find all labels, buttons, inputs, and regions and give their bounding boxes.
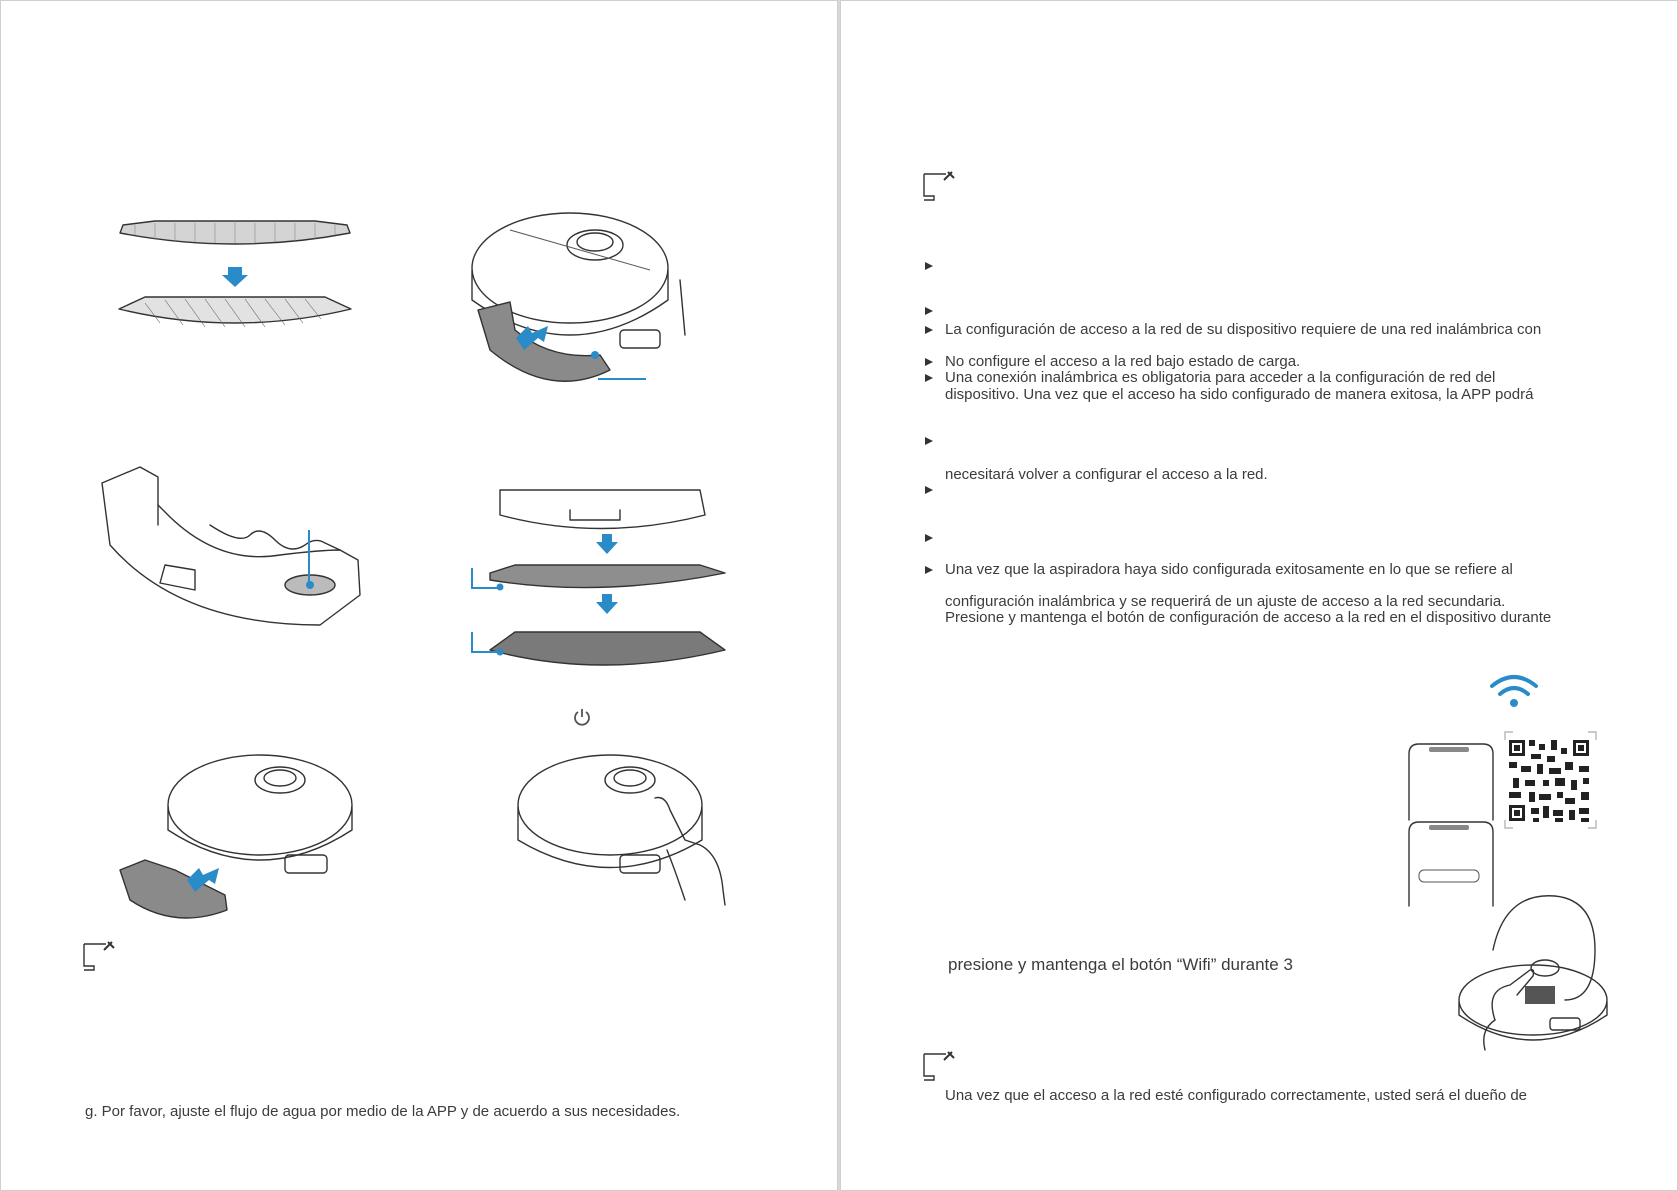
- network-requirement-text: La configuración de acceso a la red de su dispositivo requiere de una red inalámbrica con: [945, 321, 1542, 338]
- callout-line: [471, 568, 473, 588]
- bullet-icon: [925, 326, 933, 334]
- configured-success-text: Una vez que la aspiradora haya sido configurada exitosamente en lo que se refiere al: [945, 561, 1513, 578]
- secondary-network-text: configuración inalámbrica y se requerirá de un ajuste de acceso a la red secundaria.: [945, 593, 1506, 610]
- qr-code-icon: [1503, 730, 1598, 830]
- wifi-icon: [1490, 672, 1538, 710]
- no-charging-text: No configure el acceso a la red bajo estado de carga.: [945, 353, 1301, 370]
- bullet-icon: [925, 307, 933, 315]
- note-pin-icon: [922, 1050, 956, 1082]
- mop-pad-separation-illustration: [115, 215, 355, 335]
- bullet-icon: [925, 437, 933, 445]
- wireless-required-text: Una conexión inalámbrica es obligatoria para acceder a la configuración de red del: [945, 369, 1496, 386]
- water-tray-detail-illustration: [100, 465, 370, 635]
- bullet-icon: [925, 358, 933, 366]
- callout-line: [471, 632, 473, 652]
- callout-line: [471, 651, 499, 653]
- note-pin-icon: [82, 940, 116, 972]
- robot-wifi-button-illustration: [1455, 890, 1605, 1050]
- tray-assembly-stack-illustration: [470, 480, 730, 680]
- callout-line: [308, 530, 310, 585]
- bullet-icon: [925, 534, 933, 542]
- robot-tray-removal-illustration: [470, 210, 700, 410]
- press-hold-text: Presione y mantenga el botón de configuración de acceso a la red en el dispositivo durante: [945, 609, 1552, 626]
- robot-power-press-illustration: [515, 750, 745, 910]
- note-pin-icon: [922, 170, 956, 202]
- owner-note-text: Una vez que el acceso a la red esté configurado correctamente, usted será el dueño de: [945, 1087, 1528, 1104]
- callout-line: [598, 378, 646, 380]
- callout-line: [471, 587, 499, 589]
- bullet-icon: [925, 374, 933, 382]
- phone-app-illustration: [1405, 740, 1497, 908]
- wireless-required-text-cont: dispositivo. Una vez que el acceso ha sido configurado de manera exitosa, la APP podrá: [945, 386, 1534, 403]
- bullet-icon: [925, 486, 933, 494]
- water-flow-note: g. Por favor, ajuste el flujo de agua por medio de la APP y de acuerdo a sus necesidades.: [85, 1103, 681, 1120]
- reconfigure-text: necesitará volver a configurar el acceso a la red.: [945, 466, 1268, 483]
- bullet-icon: [925, 566, 933, 574]
- bullet-icon: [925, 262, 933, 270]
- power-icon: [573, 708, 591, 726]
- wifi-step-text: presione y mantenga el botón “Wifi” durante 3: [948, 955, 1293, 974]
- robot-tray-insert-illustration: [115, 750, 365, 940]
